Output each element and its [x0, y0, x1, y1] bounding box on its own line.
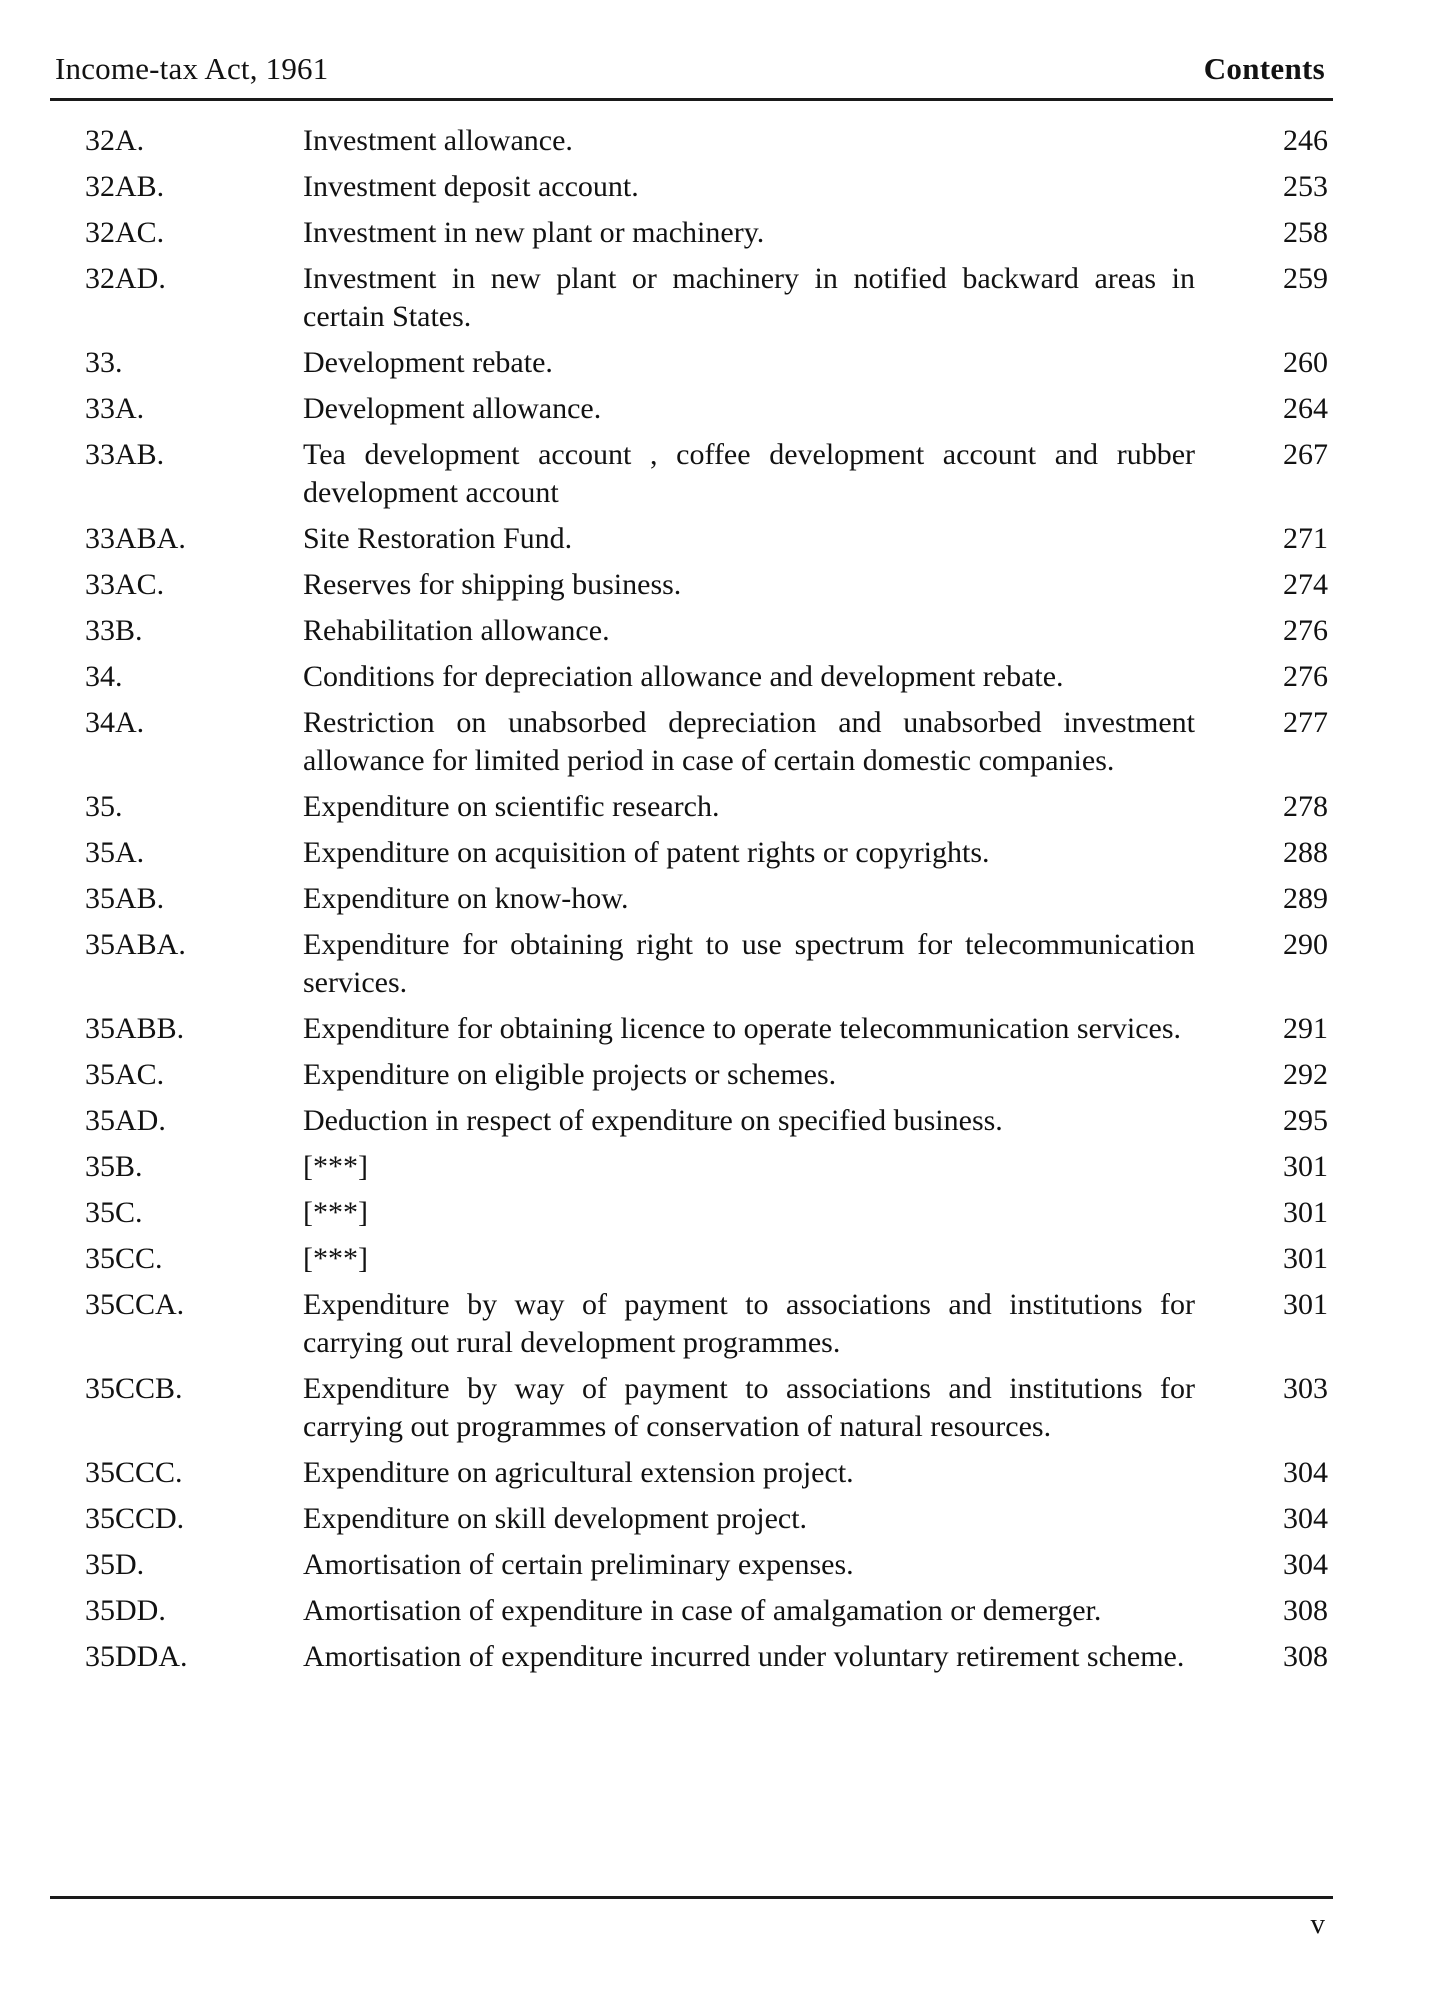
page-number: 292 — [1283, 1058, 1328, 1091]
folio-page-number: v — [1310, 1908, 1325, 1940]
page-number: 301 — [1283, 1196, 1328, 1229]
page-number: 288 — [1283, 836, 1328, 869]
section-number: 35CCC. — [85, 1456, 183, 1489]
section-number: 35CCD. — [85, 1502, 185, 1535]
section-number: 35AD. — [85, 1104, 166, 1137]
section-title: Expenditure by way of payment to associations and institutions for carrying out programmes of conservation of natural resources. — [303, 1372, 1195, 1443]
section-title: Expenditure on agricultural extension project. — [303, 1456, 854, 1489]
page-number: 264 — [1283, 392, 1328, 425]
section-number: 35ABA. — [85, 928, 186, 961]
toc-entry — [85, 1148, 1328, 1186]
toc-entry — [85, 566, 1328, 604]
section-number: 35CCA. — [85, 1288, 185, 1321]
toc-entry — [85, 260, 1328, 336]
section-title: Tea development account , coffee development account and rubber development account — [303, 438, 1195, 509]
page-number: 277 — [1283, 706, 1328, 739]
document-title: Income-tax Act, 1961 — [55, 51, 329, 86]
section-number: 33B. — [85, 614, 143, 647]
section-title: Amortisation of expenditure incurred under voluntary retirement scheme. — [303, 1640, 1185, 1673]
section-number: 33A. — [85, 392, 145, 425]
section-number: 35AC. — [85, 1058, 165, 1091]
section-title: Investment in new plant or machinery. — [303, 216, 765, 249]
header-rule — [50, 98, 1333, 101]
section-number: 35AB. — [85, 882, 165, 915]
page-number: 301 — [1283, 1150, 1328, 1183]
toc-entry — [85, 1194, 1328, 1232]
section-title: Expenditure for obtaining right to use spectrum for telecommunication services. — [303, 928, 1195, 999]
page-number: 290 — [1283, 928, 1328, 961]
section-number: 32AB. — [85, 170, 165, 203]
page-number: 246 — [1283, 124, 1328, 157]
toc-entry — [85, 788, 1328, 826]
section-title: Site Restoration Fund. — [303, 522, 573, 555]
toc-entry — [85, 1010, 1328, 1048]
section-title: Amortisation of certain preliminary expenses. — [303, 1548, 854, 1581]
section-title: [***] — [303, 1242, 368, 1275]
section-title: [***] — [303, 1150, 368, 1183]
toc-entry — [85, 214, 1328, 252]
page-number: 304 — [1283, 1502, 1328, 1535]
section-number: 35B. — [85, 1150, 143, 1183]
section-title: Expenditure for obtaining licence to operate telecommunication services. — [303, 1012, 1181, 1045]
page-number: 253 — [1283, 170, 1328, 203]
toc-entry — [85, 1546, 1328, 1584]
section-number: 35DD. — [85, 1594, 166, 1627]
section-number: 32AC. — [85, 216, 165, 249]
page-number: 308 — [1283, 1640, 1328, 1673]
section-number: 35C. — [85, 1196, 143, 1229]
toc-entry — [85, 658, 1328, 696]
toc-entry — [85, 1286, 1328, 1362]
section-title: Restriction on unabsorbed depreciation and unabsorbed investment allowance for limited period in case of certain domestic companies. — [303, 706, 1195, 777]
page-number: 278 — [1283, 790, 1328, 823]
toc-entry — [85, 520, 1328, 558]
toc-entry — [85, 1500, 1328, 1538]
page-number: 271 — [1283, 522, 1328, 555]
section-title: Expenditure on eligible projects or schemes. — [303, 1058, 837, 1091]
section-number: 35CC. — [85, 1242, 163, 1275]
section-title: Expenditure on acquisition of patent rights or copyrights. — [303, 836, 990, 869]
section-title: Amortisation of expenditure in case of amalgamation or demerger. — [303, 1594, 1102, 1627]
toc-entry — [85, 1102, 1328, 1140]
section-number: 33. — [85, 346, 123, 379]
footer-rule — [50, 1896, 1333, 1899]
page-header — [50, 50, 1333, 88]
section-number: 33ABA. — [85, 522, 186, 555]
page-number: 301 — [1283, 1242, 1328, 1275]
section-title: Investment in new plant or machinery in notified backward areas in certain States. — [303, 262, 1195, 333]
page-number: 304 — [1283, 1548, 1328, 1581]
page-number: 291 — [1283, 1012, 1328, 1045]
section-title: Expenditure on skill development project. — [303, 1502, 808, 1535]
section-title: Deduction in respect of expenditure on specified business. — [303, 1104, 1003, 1137]
toc-entry — [85, 704, 1328, 780]
section-number: 35D. — [85, 1548, 145, 1581]
page-number: 289 — [1283, 882, 1328, 915]
toc-entry — [85, 880, 1328, 918]
page-number: 274 — [1283, 568, 1328, 601]
section-title: [***] — [303, 1196, 368, 1229]
page-number: 259 — [1283, 262, 1328, 295]
page-number: 260 — [1283, 346, 1328, 379]
contents-heading: Contents — [1203, 51, 1325, 86]
toc-list — [85, 122, 1328, 1684]
toc-entry — [85, 1454, 1328, 1492]
section-title: Conditions for depreciation allowance and development rebate. — [303, 660, 1064, 693]
section-number: 34. — [85, 660, 123, 693]
section-number: 35. — [85, 790, 123, 823]
section-title: Expenditure by way of payment to associations and institutions for carrying out rural development programmes. — [303, 1288, 1195, 1359]
section-title: Development rebate. — [303, 346, 553, 379]
toc-entry — [85, 612, 1328, 650]
toc-entry — [85, 1370, 1328, 1446]
section-number: 32AD. — [85, 262, 166, 295]
section-title: Reserves for shipping business. — [303, 568, 682, 601]
section-title: Rehabilitation allowance. — [303, 614, 610, 647]
toc-entry — [85, 122, 1328, 160]
section-number: 33AC. — [85, 568, 165, 601]
section-number: 33AB. — [85, 438, 165, 471]
toc-entry — [85, 926, 1328, 1002]
toc-entry — [85, 168, 1328, 206]
section-number: 35A. — [85, 836, 145, 869]
toc-entry — [85, 1592, 1328, 1630]
page-number: 258 — [1283, 216, 1328, 249]
page-number: 276 — [1283, 660, 1328, 693]
page-number: 308 — [1283, 1594, 1328, 1627]
toc-entry — [85, 834, 1328, 872]
page-number: 276 — [1283, 614, 1328, 647]
section-title: Investment deposit account. — [303, 170, 639, 203]
page-number: 303 — [1283, 1372, 1328, 1405]
toc-entry — [85, 1056, 1328, 1094]
section-number: 35CCB. — [85, 1372, 183, 1405]
page-number: 267 — [1283, 438, 1328, 471]
toc-entry — [85, 390, 1328, 428]
page-number: 304 — [1283, 1456, 1328, 1489]
section-number: 32A. — [85, 124, 145, 157]
section-number: 35ABB. — [85, 1012, 185, 1045]
toc-entry — [85, 1638, 1328, 1676]
section-number: 34A. — [85, 706, 145, 739]
section-title: Expenditure on scientific research. — [303, 790, 720, 823]
page-number: 301 — [1283, 1288, 1328, 1321]
section-title: Investment allowance. — [303, 124, 573, 157]
section-title: Expenditure on know-how. — [303, 882, 629, 915]
toc-entry — [85, 344, 1328, 382]
section-title: Development allowance. — [303, 392, 602, 425]
section-number: 35DDA. — [85, 1640, 188, 1673]
page-footer — [50, 1906, 1325, 1942]
page-number: 295 — [1283, 1104, 1328, 1137]
toc-entry — [85, 1240, 1328, 1278]
toc-entry — [85, 436, 1328, 512]
